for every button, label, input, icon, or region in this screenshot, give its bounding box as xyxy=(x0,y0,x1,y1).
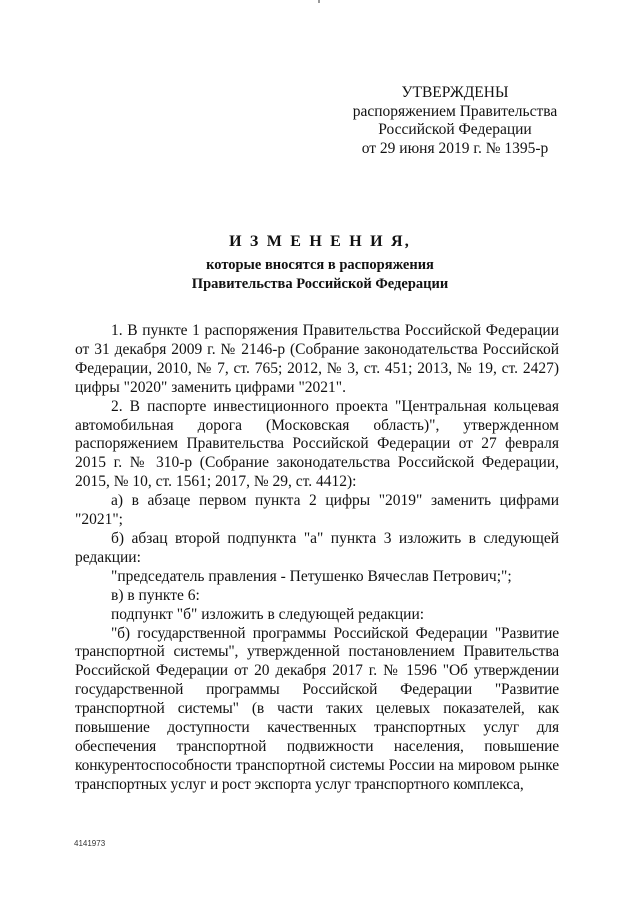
document-title: И З М Е Н Е Н И Я, xyxy=(229,233,411,250)
body-paragraph: 2. В паспорте инвестиционного проекта "Центральная кольцевая автомобильная дорога (Московская область)", утвержденном распоряжением Правительства Российской Федерации от 27 февраля 2015 г. № 310-р (Собрание законодательства Российской Федерации, 2015, № 10, ст. 1561; 2017, № 29, ст. 4412): xyxy=(75,397,559,491)
subtitle-line: Правительства Российской Федерации xyxy=(191,275,449,292)
page-top-mark xyxy=(318,0,320,3)
document-code: 4141973 xyxy=(74,839,106,848)
subtitle-line: которые вносятся в распоряжения xyxy=(206,257,434,273)
body-paragraph: б) абзац второй подпункта "а" пункта 3 изложить в следующей редакции: xyxy=(75,529,559,566)
approval-issuer-line: Российской Федерации xyxy=(378,121,532,138)
approval-date-number: от 29 июня 2019 г. № 1395-р xyxy=(361,139,549,157)
body-paragraph: "председатель правления - Петушенко Вячеслав Петрович;"; xyxy=(111,567,512,585)
body-paragraph: подпункт "б" изложить в следующей редакции: xyxy=(111,605,425,623)
body-paragraph: в) в пункте 6: xyxy=(111,586,200,604)
document-body xyxy=(75,322,559,795)
approval-issuer-line: распоряжением Правительства xyxy=(352,102,558,120)
document-subtitle xyxy=(0,256,640,293)
approval-heading: УТВЕРЖДЕНЫ xyxy=(401,84,509,101)
body-paragraph: а) в абзаце первом пункта 2 цифры "2019" заменить цифрами "2021"; xyxy=(75,492,559,529)
approval-block xyxy=(300,84,610,158)
body-paragraph: "б) государственной программы Российской Федерации "Развитие транспортной системы", утвержденной постановлением Правительства Российской Федерации от 20 декабря 2017 г. № 1596 "Об утверждении государственной программы Российской Федерации "Развитие транспортной системы" (в части таких целевых показателей, как повышение доступности качественных транспортных услуг для обеспечения транспортной подвижности населения, повышение конкурентоспособности транспортной системы России на мировом рынке транспортных услуг и рост экспорта услуг транспортного комплекса, xyxy=(75,624,559,793)
body-paragraph: 1. В пункте 1 распоряжения Правительства Российской Федерации от 31 декабря 2009 г. № 2146-р (Собрание законодательства Российской Федерации, 2010, № 7, ст. 765; 2012, № 3, ст. 451; 2013, № 19, ст. 2427) цифры "2020" заменить цифрами "2021". xyxy=(75,322,559,396)
